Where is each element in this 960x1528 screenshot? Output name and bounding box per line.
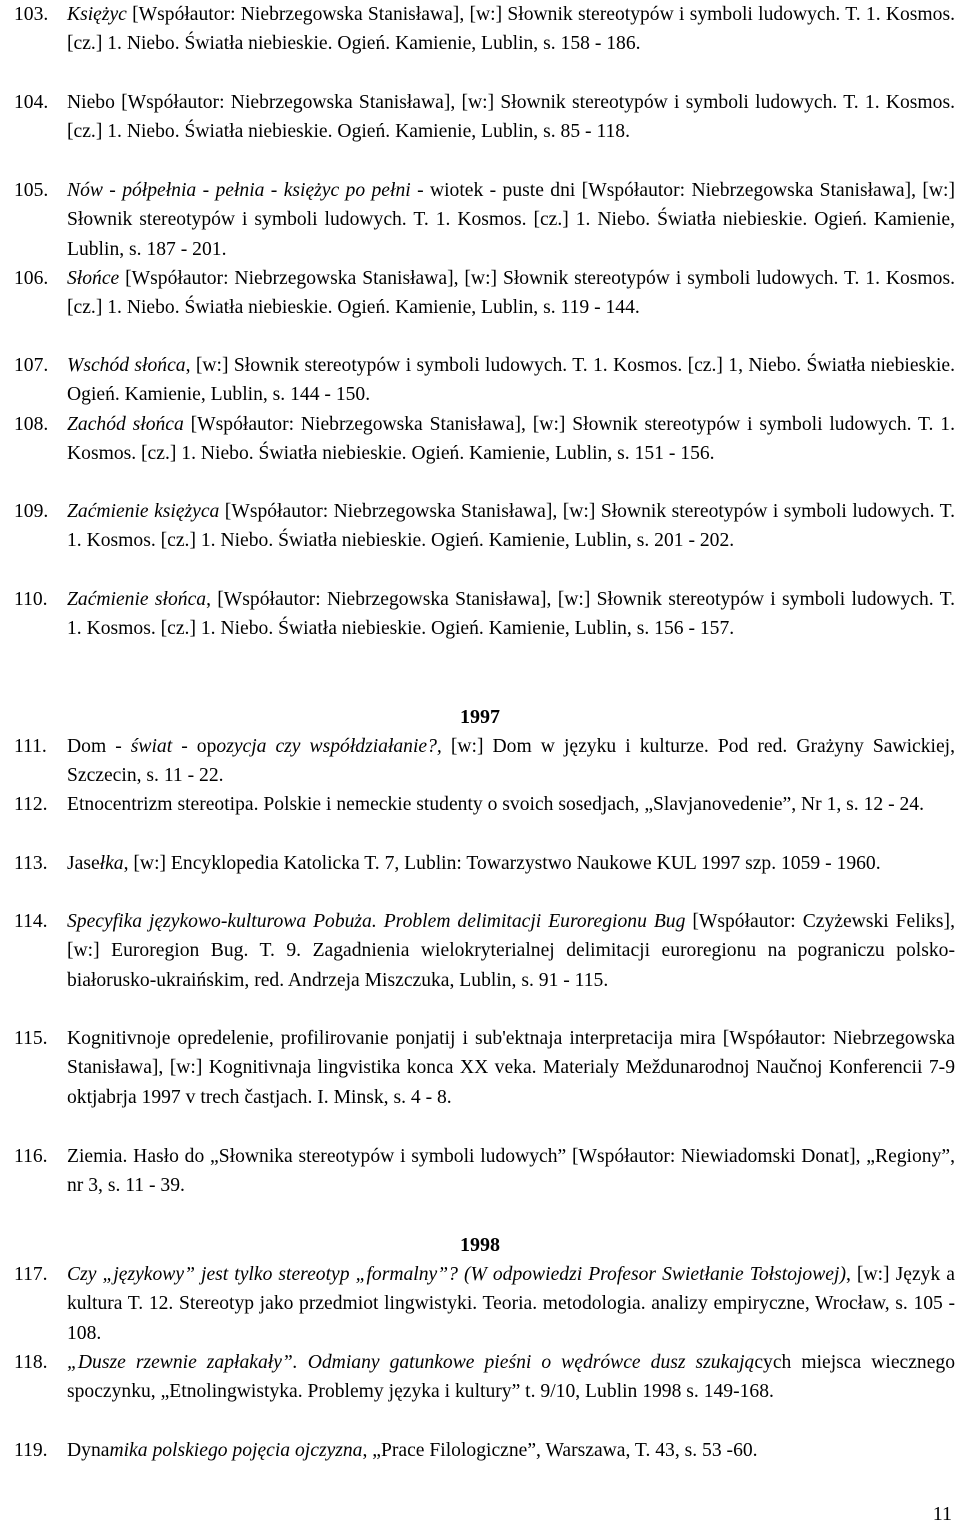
entry-text-part: [Współautor: Niebrzegowska Stanisława], [w:] Słownik stereotypów i symboli ludowych. T. 1. Kosmos. [cz.] 1. Niebo. Światła niebieskie. Ogień. Kamienie, Lublin, s. 158 - 186. [67,4,955,55]
entry-text-part: cych miejsca wiecznego spoczynku, „Etnolingwistyka. Problemy języka i kultury” t. 9/10, Lublin 1998 s. 149-168. [67,1352,955,1403]
entry-text-part: Dyna [67,1440,110,1461]
entry-text-part: [Współautor: Niebrzegowska Stanisława], [w:] Słownik stereotypów i symboli ludowych. T. 1. Kosmos. [cz.] 1. Niebo. Światła niebieskie. Ogień. Kamienie, Lublin, s. 201 - 202. [67,501,956,552]
entry-text [67,849,955,878]
entry-title-italic: łka [99,853,124,874]
entry-text [67,0,955,59]
entry-number: 114. [14,911,48,932]
entry-text [67,907,955,995]
entry-text-part: Kognitivnoje opredelenie, profilirovanie ponjatij i sub'ektnaja interpretacija mira [Współautor: Niebrzegowska Stanisława], [w:] Kognitivnaja lingvistika konca XX veka. Materialy Meždunarodnoj Naučnoj Konferencii 7-9 oktjabrja 1997 v trech častjach. I. Minsk, s. 4 - 8. [67,1028,955,1108]
bib-entry-105 [14,176,955,264]
entry-text [67,1436,955,1465]
entry-number: 110. [14,589,48,610]
entry-title-italic: ozycja czy współdziałanie?, [216,736,442,757]
bib-entry-108 [14,410,955,469]
entry-title-italic: Księżyc [67,4,127,25]
bib-entry-111 [14,732,955,791]
entry-text [67,790,955,819]
entry-text [67,88,955,147]
entry-text [67,264,955,323]
entry-text-part: [Współautor: Niebrzegowska Stanisława], [w:] Słownik stereotypów i symboli ludowych. T. 1. Kosmos. [cz.] 1. Niebo. Światła niebieskie. Ogień. Kamienie, Lublin, s. 119 - 144. [67,268,955,319]
entry-number: 106. [14,268,49,289]
entry-number: 115. [14,1028,48,1049]
bib-entry-112 [14,790,955,819]
entry-number: 112. [14,794,48,815]
bib-entry-119 [14,1436,955,1465]
year-heading-1997: 1997 [460,706,500,728]
entry-title-italic: świat [130,736,173,757]
entry-text-part: - op [172,736,217,757]
entry-text-part: [Współautor: Czyżewski Feliks], [w:] Euroregion Bug. T. 9. Zagadnienia wielokryterialnej delimitacji euroregionu na pograniczu polsko-białorusko-ukraińskim, red. Andrzeja Miszczuka, Lublin, s. 91 - 115. [67,911,955,991]
bib-entry-114 [14,907,955,995]
entry-number: 105. [14,180,49,201]
entry-text-part: - wiotek - puste dni [Współautor: Niebrzegowska Stanisława], [w:] Słownik stereotypów i symboli ludowych. T. 1. Kosmos. [cz.] 1. Niebo. Światła niebieskie. Ogień. Kamienie, Lublin, s. 187 - 201. [67,180,955,260]
entry-title-italic: Specyfika językowo-kulturowa Pobuża. Problem delimitacji Euroregionu Bug [67,911,686,932]
entry-text-part: Dom - [67,736,131,757]
entry-text-part: Ziemia. Hasło do „Słownika stereotypów i symboli ludowych” [Współautor: Niewiadomski Donat], „Regiony”, nr 3, s. 11 - 39. [67,1146,955,1197]
entry-title-italic: „Dusze rzewnie zapłakały”. Odmiany gatunkowe pieśni o wędrówce dusz szukają [67,1352,755,1373]
bib-entry-104 [14,88,955,147]
entry-text [67,176,955,264]
bib-entry-106 [14,264,955,323]
bib-entry-113 [14,849,955,878]
entry-title-italic: Czy „językowy” jest tylko stereotyp „formalny”? (W odpowiedzi Profesor Swietłanie Tołstojowej) [67,1264,846,1285]
entry-text [67,732,955,791]
entry-text-part: Etnocentrizm stereotipa. Polskie i nemeckie studenty o svoich sosedjach, „Slavjanovedenie”, Nr 1, s. 12 - 24. [67,794,925,815]
entry-number: 113. [14,853,48,874]
entry-text-part: , [w:] Słownik stereotypów i symboli ludowych. T. 1. Kosmos. [cz.] 1, Niebo. Światła niebieskie. Ogień. Kamienie, Lublin, s. 144 - 150. [67,355,956,406]
bib-entry-107 [14,351,955,410]
entry-text [67,1142,955,1201]
bib-entry-103 [14,0,955,59]
entry-number: 119. [14,1440,48,1461]
entry-title-italic: Słońce [67,268,120,289]
entry-text [67,1024,955,1112]
entry-text-part: , [Współautor: Niebrzegowska Stanisława], [w:] Słownik stereotypów i symboli ludowych. T. 1. Kosmos. [cz.] 1. Niebo. Światła niebieskie. Ogień. Kamienie, Lublin, s. 156 - 157. [67,589,955,640]
entry-number: 111. [14,736,47,757]
bib-entry-117 [14,1260,955,1348]
entry-text-part: , [w:] Encyklopedia Katolicka T. 7, Lublin: Towarzystwo Naukowe KUL 1997 szp. 1059 - 1960. [123,853,881,874]
bib-entry-109 [14,497,955,556]
entry-text-part: , „Prace Filologiczne”, Warszawa, T. 43, s. 53 -60. [362,1440,758,1461]
entry-title-italic: Zachód słońca [67,414,184,435]
entry-text [67,351,955,410]
entry-number: 108. [14,414,49,435]
bib-entry-115 [14,1024,955,1112]
entry-text [67,497,955,556]
bib-entry-118 [14,1348,955,1407]
entry-number: 118. [14,1352,48,1373]
entry-text [67,1348,955,1407]
year-heading-1998: 1998 [460,1234,500,1256]
entry-text [67,1260,955,1348]
entry-title-italic: Zaćmienie księżyca [67,501,220,522]
entry-text-part: , [w:] Język a kultura T. 12. Stereotyp jako przedmiot lingwistyki. Teoria. metodologia. analizy empiryczne, Wrocław, s. 105 - 108. [67,1264,955,1344]
entry-text [67,585,955,644]
entry-text-part: Niebo [Współautor: Niebrzegowska Stanisława], [w:] Słownik stereotypów i symboli ludowych. T. 1. Kosmos. [cz.] 1. Niebo. Światła niebieskie. Ogień. Kamienie, Lublin, s. 85 - 118. [67,92,955,143]
entry-text-part: [w:] Dom w języku i kulturze. Pod red. Grażyny Sawickiej, Szczecin, s. 11 - 22. [67,736,955,787]
entry-number: 116. [14,1146,48,1167]
bib-entry-110 [14,585,955,644]
entry-number: 109. [14,501,49,522]
entry-title-italic: Wschód słońca [67,355,186,376]
entry-text [67,410,955,469]
entry-title-italic: mika polskiego pojęcia ojczyzna [109,1440,363,1461]
bib-entry-116 [14,1142,955,1201]
entry-title-italic: Zaćmienie słońca [67,589,207,610]
entry-text-part: Jase [67,853,100,874]
entry-number: 107. [14,355,49,376]
entry-number: 103. [14,4,49,25]
entry-number: 104. [14,92,49,113]
entry-text-part: [Współautor: Niebrzegowska Stanisława], [w:] Słownik stereotypów i symboli ludowych. T. 1. Kosmos. [cz.] 1. Niebo. Światła niebieskie. Ogień. Kamienie, Lublin, s. 151 - 156. [67,414,955,465]
entry-title-italic: Nów - półpełnia - pełnia - księżyc po pełni [67,180,411,201]
page-number: 11 [932,1503,952,1525]
entry-number: 117. [14,1264,48,1285]
